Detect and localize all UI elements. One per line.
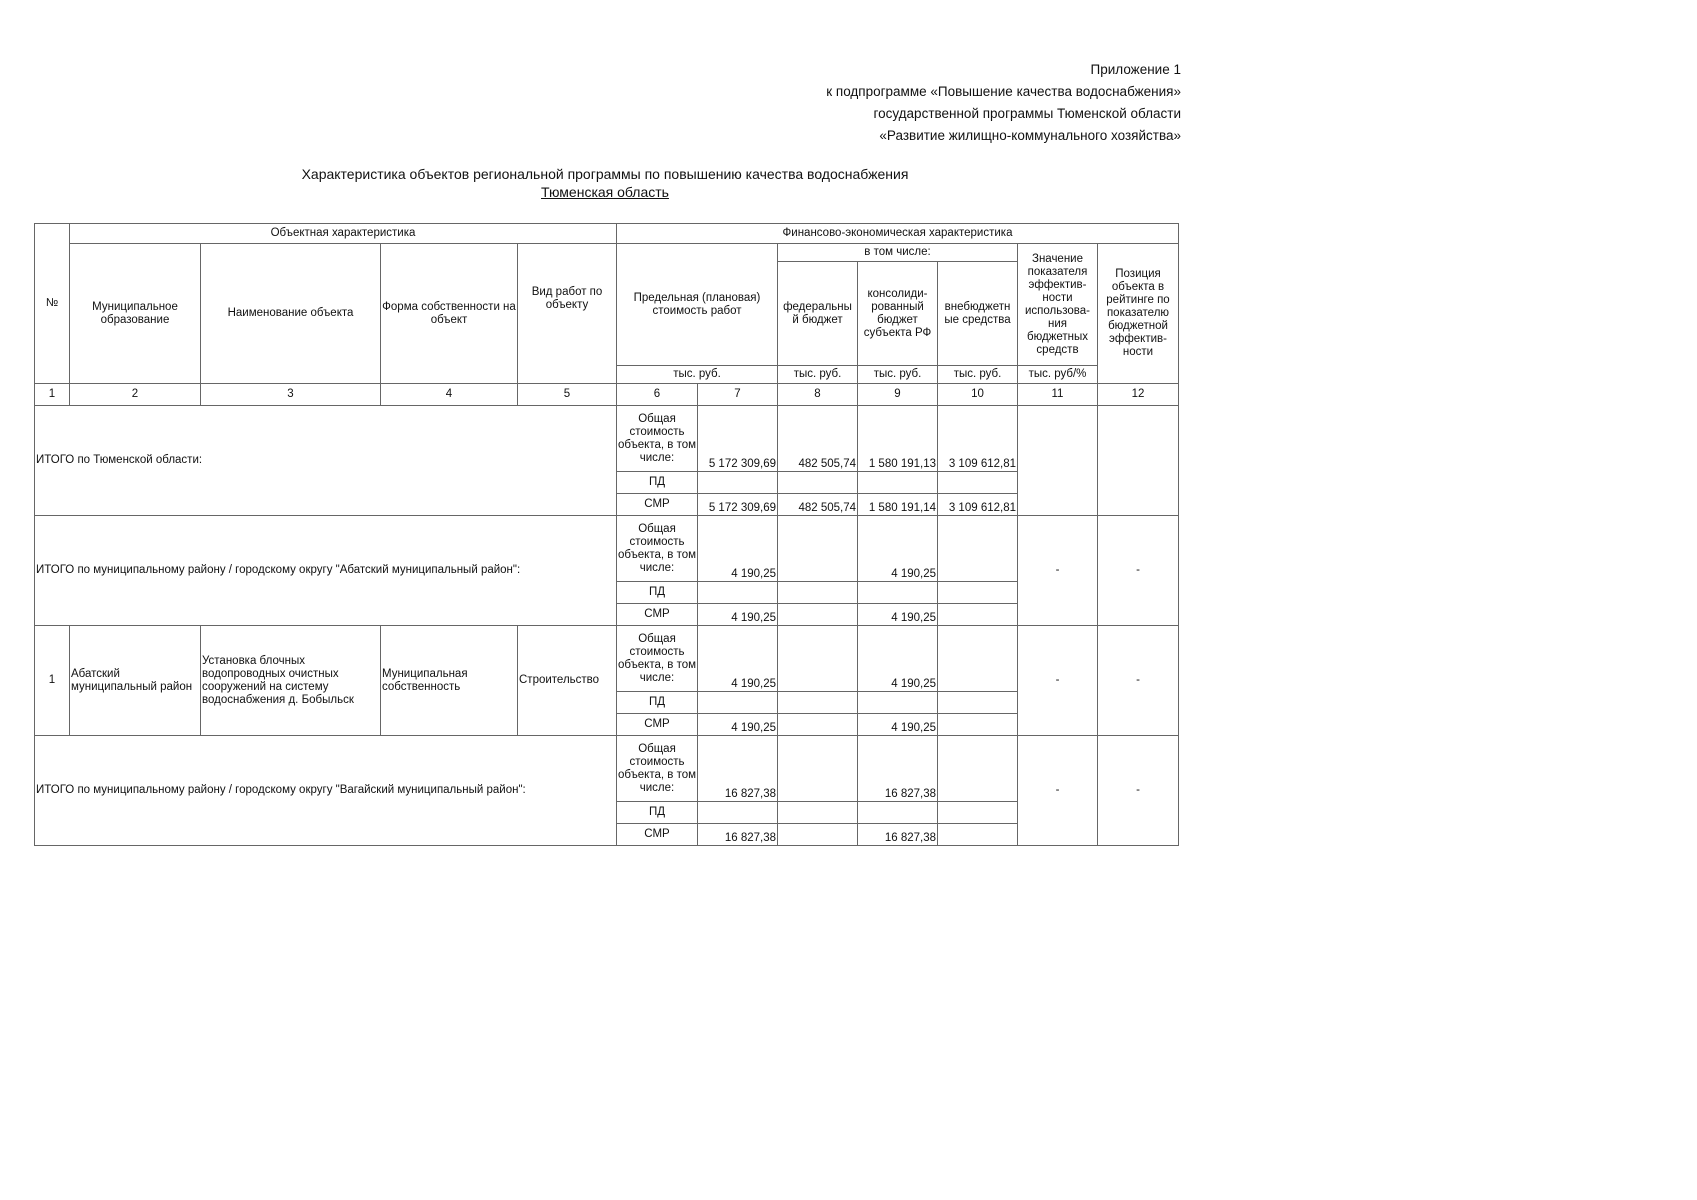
unit-efficiency: тыс. руб/% <box>1018 366 1098 384</box>
region-name: Тюменская область <box>541 184 669 200</box>
appendix-number: Приложение 1 <box>1090 62 1181 77</box>
object-municipality: Абатский муниципальный район <box>70 626 201 736</box>
cost-value: 16 827,38 <box>698 824 778 846</box>
appendix-program-name: «Развитие жилищно-коммунального хозяйства» <box>879 128 1181 143</box>
federal-value <box>778 604 858 626</box>
rating-value: - <box>1098 516 1179 626</box>
consolidated-value: 4 190,25 <box>858 516 938 582</box>
header-municipality: Муниципальное образование <box>70 244 201 384</box>
cost-value: 4 190,25 <box>698 626 778 692</box>
header-ownership: Форма собственности на объект <box>381 244 518 384</box>
header-including: в том числе: <box>778 244 1018 262</box>
cost-value <box>698 692 778 714</box>
federal-value: 482 505,74 <box>778 494 858 516</box>
consolidated-value <box>858 802 938 824</box>
rating-value: - <box>1098 626 1179 736</box>
document-title: Характеристика объектов региональной программы по повышению качества водоснабжения <box>301 166 909 182</box>
cost-value: 5 172 309,69 <box>698 406 778 472</box>
extrabudget-value <box>938 802 1018 824</box>
appendix-subprogram: к подпрограмме «Повышение качества водоснабжения» <box>826 84 1181 99</box>
objects-table <box>34 223 1179 846</box>
column-number: 11 <box>1018 384 1098 406</box>
sub-pd-label: ПД <box>617 582 698 604</box>
consolidated-value: 4 190,25 <box>858 604 938 626</box>
federal-value <box>778 692 858 714</box>
extrabudget-value <box>938 736 1018 802</box>
column-number: 7 <box>698 384 778 406</box>
efficiency-value: - <box>1018 626 1098 736</box>
document-subtitle <box>296 184 914 200</box>
table-row <box>35 736 1179 802</box>
column-number: 9 <box>858 384 938 406</box>
extrabudget-value: 3 109 612,81 <box>938 494 1018 516</box>
federal-value <box>778 516 858 582</box>
sub-smr-label: СМР <box>617 604 698 626</box>
rating-value <box>1098 406 1179 516</box>
extrabudget-value <box>938 692 1018 714</box>
cost-value: 4 190,25 <box>698 604 778 626</box>
sub-smr-label: СМР <box>617 824 698 846</box>
sub-pd-label: ПД <box>617 802 698 824</box>
extrabudget-value <box>938 626 1018 692</box>
federal-value <box>778 736 858 802</box>
column-number: 12 <box>1098 384 1179 406</box>
column-numbers-row <box>35 384 1179 406</box>
federal-value <box>778 714 858 736</box>
header-federal: федеральны й бюджет <box>778 262 858 366</box>
sub-total-label: Общая стоимость объекта, в том числе: <box>617 406 698 472</box>
sub-total-label: Общая стоимость объекта, в том числе: <box>617 516 698 582</box>
object-work-type: Строительство <box>518 626 617 736</box>
total-region-label: ИТОГО по Тюменской области: <box>35 406 617 516</box>
object-name: Установка блочных водопроводных очистных сооружений на систему водоснабжения д. Бобыльск <box>201 626 381 736</box>
rating-value: - <box>1098 736 1179 846</box>
extrabudget-value <box>938 604 1018 626</box>
extrabudget-value <box>938 824 1018 846</box>
consolidated-value: 1 580 191,13 <box>858 406 938 472</box>
extrabudget-value <box>938 714 1018 736</box>
extrabudget-value <box>938 582 1018 604</box>
header-consolidated: консолиди-рованный бюджет субъекта РФ <box>858 262 938 366</box>
column-number: 8 <box>778 384 858 406</box>
sub-total-label: Общая стоимость объекта, в том числе: <box>617 736 698 802</box>
header-efficiency: Значение показателя эффектив-ности использова-ния бюджетных средств <box>1018 244 1098 366</box>
unit-extrabudget: тыс. руб. <box>938 366 1018 384</box>
consolidated-value <box>858 692 938 714</box>
sub-smr-label: СМР <box>617 714 698 736</box>
column-number: 10 <box>938 384 1018 406</box>
unit-consolidated: тыс. руб. <box>858 366 938 384</box>
header-cost: Предельная (плановая) стоимость работ <box>617 244 778 366</box>
consolidated-value: 16 827,38 <box>858 736 938 802</box>
efficiency-value: - <box>1018 516 1098 626</box>
object-ownership: Муниципальная собственность <box>381 626 518 736</box>
header-object-name: Наименование объекта <box>201 244 381 384</box>
column-number: 5 <box>518 384 617 406</box>
table-row <box>35 406 1179 472</box>
cost-value <box>698 582 778 604</box>
sub-pd-label: ПД <box>617 692 698 714</box>
federal-value <box>778 472 858 494</box>
efficiency-value: - <box>1018 736 1098 846</box>
sub-smr-label: СМР <box>617 494 698 516</box>
table-row <box>35 626 1179 692</box>
cost-value: 5 172 309,69 <box>698 494 778 516</box>
federal-value <box>778 626 858 692</box>
federal-value <box>778 802 858 824</box>
column-number: 6 <box>617 384 698 406</box>
cost-value: 4 190,25 <box>698 714 778 736</box>
consolidated-value: 1 580 191,14 <box>858 494 938 516</box>
header-row-2 <box>35 244 1179 262</box>
cost-value <box>698 802 778 824</box>
federal-value <box>778 582 858 604</box>
column-number: 2 <box>70 384 201 406</box>
appendix-program: государственной программы Тюменской области <box>873 106 1181 121</box>
sub-pd-label: ПД <box>617 472 698 494</box>
extrabudget-value <box>938 472 1018 494</box>
consolidated-value <box>858 582 938 604</box>
table-row <box>35 516 1179 582</box>
extrabudget-value <box>938 516 1018 582</box>
consolidated-value: 4 190,25 <box>858 626 938 692</box>
cost-value: 4 190,25 <box>698 516 778 582</box>
object-number: 1 <box>35 626 70 736</box>
total-district-label: ИТОГО по муниципальному району / городскому округу "Абатский муниципальный район": <box>35 516 617 626</box>
extrabudget-value: 3 109 612,81 <box>938 406 1018 472</box>
header-work-type: Вид работ по объекту <box>518 244 617 384</box>
sub-total-label: Общая стоимость объекта, в том числе: <box>617 626 698 692</box>
header-row-1 <box>35 224 1179 244</box>
federal-value: 482 505,74 <box>778 406 858 472</box>
header-extrabudget: внебюджетн ые средства <box>938 262 1018 366</box>
header-object-group: Объектная характеристика <box>70 224 617 244</box>
header-num: № <box>35 224 70 384</box>
consolidated-value: 16 827,38 <box>858 824 938 846</box>
column-number: 1 <box>35 384 70 406</box>
cost-value <box>698 472 778 494</box>
efficiency-value <box>1018 406 1098 516</box>
consolidated-value: 4 190,25 <box>858 714 938 736</box>
unit-federal: тыс. руб. <box>778 366 858 384</box>
column-number: 4 <box>381 384 518 406</box>
federal-value <box>778 824 858 846</box>
column-number: 3 <box>201 384 381 406</box>
header-finance-group: Финансово-экономическая характеристика <box>617 224 1179 244</box>
cost-value: 16 827,38 <box>698 736 778 802</box>
header-rating: Позиция объекта в рейтинге по показателю бюджетной эффектив-ности <box>1098 244 1179 384</box>
unit-cost: тыс. руб. <box>617 366 778 384</box>
consolidated-value <box>858 472 938 494</box>
total-district-label: ИТОГО по муниципальному району / городскому округу "Вагайский муниципальный район": <box>35 736 617 846</box>
